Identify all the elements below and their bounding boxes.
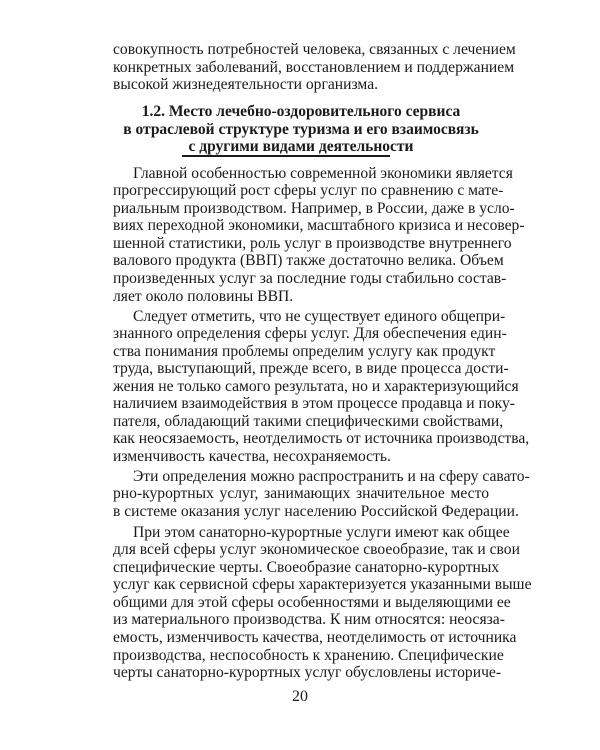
paragraph-line: шенной статистики, роль услуг в производстве внутреннего: [113, 234, 512, 252]
paragraph-line: труда, выступающий, прежде всего, в виде процесса дости-: [113, 360, 509, 378]
paragraph-line: услуг как сервисной сферы характеризуется указанными выше: [113, 576, 532, 594]
paragraph-line: рно-курортных услуг, занимающих значительное место: [113, 485, 489, 503]
paragraph-line: специфические черты. Своеобразие санаторно-курортных: [113, 558, 500, 576]
intro-line: совокупность потребностей человека, связанных с лечением: [113, 41, 516, 58]
paragraph-line: Следует отметить, что не существует единого общепри-: [133, 307, 506, 325]
paragraph-line: ляет около половины ВВП.: [113, 287, 294, 305]
paragraph-line: пателя, обладающий такими специфическими свойствами,: [113, 412, 504, 430]
paragraph-line: жения не только самого результата, но и характеризующийся: [113, 377, 519, 395]
paragraph-line: произведенных услуг за последние годы стабильно состав-: [113, 270, 507, 287]
paragraph-line: прогрессирующий рост сферы услуг по сравнению с мате-: [113, 182, 504, 200]
section-heading-line: в отраслевой структуре туризма и его взаимосвязь: [123, 120, 479, 138]
paragraph-line: валового продукта (ВВП) также достаточно велика. Объем: [113, 252, 504, 270]
section-heading-line: с другими видами деятельности: [188, 138, 414, 156]
paragraph-line: наличием взаимодействия в этом процессе продавца и поку-: [113, 395, 516, 413]
paragraph-line: как неосязаемость, неотделимость от источника производства,: [113, 430, 530, 448]
paragraph-line: черты санаторно-курортных услуг обусловлены историче-: [113, 664, 502, 682]
paragraph-line: Главной особенностью современной экономики является: [133, 164, 513, 182]
section-heading-line: 1.2. Место лечебно-оздоровительного сервиса: [141, 103, 461, 121]
page-number: 20: [292, 688, 308, 705]
paragraph-line: знанного определения сферы услуг. Для обеспечения един-: [113, 325, 507, 342]
paragraph-line: виях переходной экономики, масштабного кризиса и несовер-: [113, 217, 525, 235]
paragraph-line: риальным производством. Например, в России, даже в усло-: [113, 199, 515, 217]
paragraph-line: емость, изменчивость качества, неотделимость от источника: [113, 629, 517, 646]
paragraph-line: Эти определения можно распространить и на сферу савато-: [133, 467, 530, 485]
intro-line: высокой жизнедеятельности организма.: [113, 76, 379, 94]
paragraph-line: При этом санаторно-курортные услуги имеют как общее: [133, 523, 510, 541]
paragraph-line: в системе оказания услуг населению Российской Федерации.: [113, 502, 519, 520]
paragraph-line: общими для этой сферы особенностями и выделяющими ее: [113, 593, 511, 611]
paragraph-line: из материального производства. К ним относятся: неосяза-: [113, 611, 505, 629]
paragraph-line: производства, неспособность к хранению. Специфические: [113, 646, 504, 664]
intro-line: конкретных заболеваний, восстановлением и поддержанием: [113, 58, 515, 76]
paragraph-line: изменчивость качества, несохраняемость.: [113, 447, 391, 465]
paragraph-line: для всей сферы услуг экономическое своеобразие, так и свои: [113, 541, 520, 559]
paragraph-line: ства понимания проблемы определим услугу как продукт: [113, 342, 496, 360]
heading-underline: [182, 155, 390, 157]
